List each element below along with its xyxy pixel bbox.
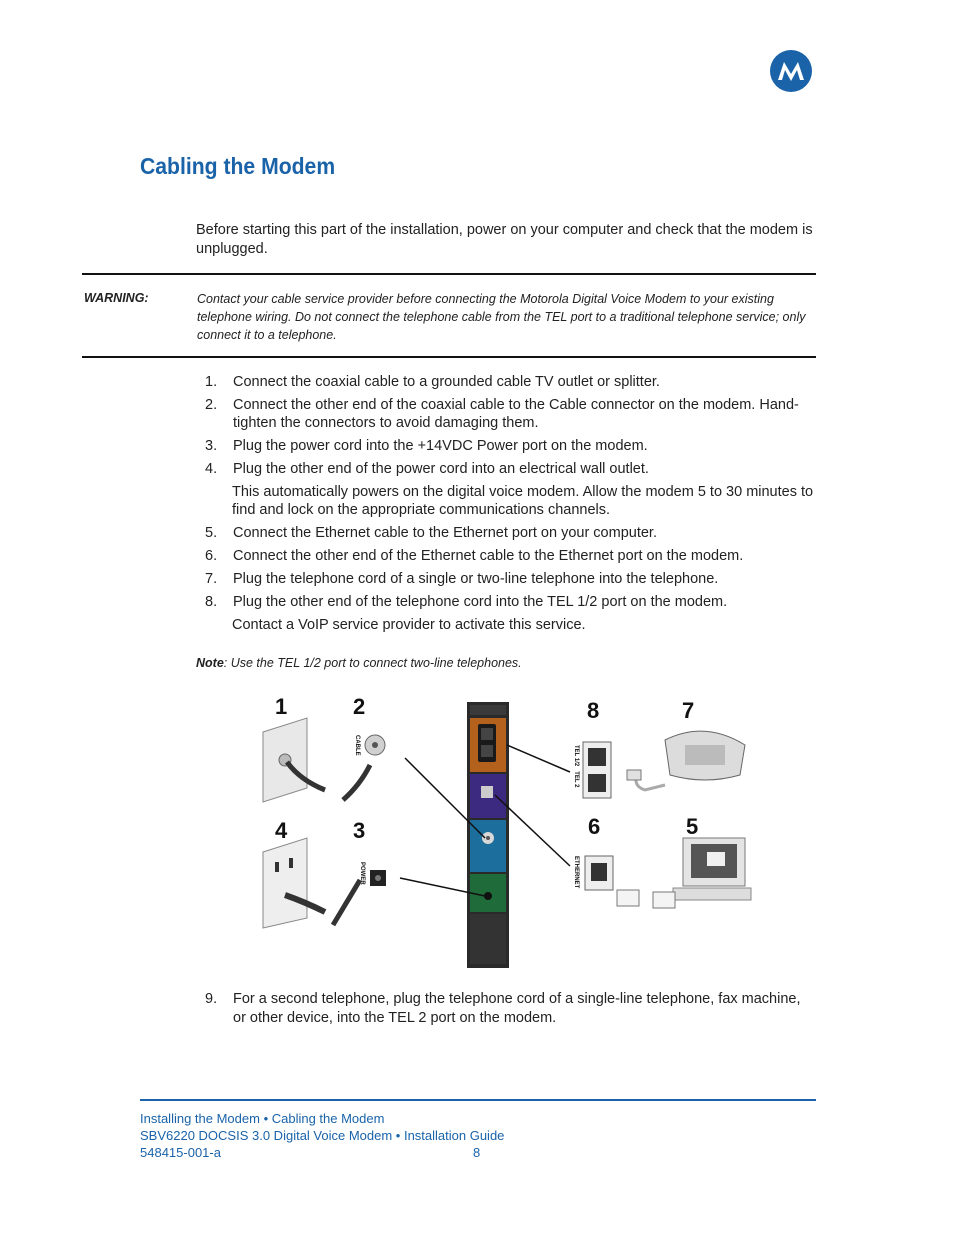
phone-jack-icon: [583, 742, 611, 798]
list-item: 1. Connect the coaxial cable to a grounded cable TV outlet or splitter.: [205, 374, 660, 390]
step-9-list: [196, 990, 816, 1028]
callout-5: 5: [686, 814, 699, 839]
footer-product: SBV6220 DOCSIS 3.0 Digital Voice Modem • Installation Guide: [140, 1128, 505, 1143]
note-label: Note: [196, 656, 224, 670]
computer-icon: [617, 838, 751, 908]
page-title: Cabling the Modem: [140, 153, 336, 179]
motorola-logo-icon: [770, 50, 812, 92]
power-outlet-icon: [263, 838, 325, 928]
list-item: 5. Connect the Ethernet cable to the Ethernet port on your computer.: [205, 525, 657, 541]
callout-3: 3: [353, 818, 366, 843]
warning-text: Contact your cable service provider before connecting the Motorola Digital Voice Modem to your existing telephone wiring. Do not connect the telephone cable from the TEL port to a traditional telephone service; only connect it to a telephone.: [197, 292, 806, 342]
list-item: 8. Plug the other end of the telephone cord into the TEL 1/2 port on the modem.: [205, 594, 728, 610]
power-port-label: POWER: [359, 862, 365, 885]
warning-top-rule: [82, 273, 816, 275]
warning-label: WARNING:: [84, 291, 149, 305]
intro-paragraph: Before starting this part of the installation, power on your computer and check that the modem is unplugged.: [196, 222, 813, 257]
ethernet-port-label: ETHERNET: [573, 856, 579, 889]
footer-part-number: 548415-001-a: [140, 1145, 221, 1160]
list-item: Contact a VoIP service provider to activate this service.: [232, 617, 586, 633]
callout-6: 6: [588, 814, 601, 839]
list-item: 9. For a second telephone, plug the telephone cord of a single-line telephone, fax machine, or other device, into the TEL 2 port on the modem.: [205, 991, 801, 1026]
footer-breadcrumb: Installing the Modem • Cabling the Modem: [140, 1111, 385, 1126]
modem-back-panel: [467, 702, 509, 968]
footer-rule: [140, 1099, 816, 1101]
callout-8: 8: [587, 698, 600, 723]
note: [196, 656, 522, 670]
callout-1: 1: [275, 694, 288, 719]
cable-outlet-icon: [263, 718, 325, 802]
list-item: 3. Plug the power cord into the +14VDC Power port on the modem.: [205, 438, 648, 454]
list-item: 6. Connect the other end of the Ethernet cable to the Ethernet port on the modem.: [205, 548, 744, 564]
cabling-diagram: [245, 690, 765, 970]
list-item: This automatically powers on the digital voice modem. Allow the modem 5 to 30 minutes to find and lock on the appropriate communications channels.: [232, 484, 814, 518]
steps-list: [196, 373, 816, 639]
coax-connector-icon: [343, 735, 385, 800]
telephone-icon: [627, 731, 745, 790]
list-item: 4. Plug the other end of the power cord into an electrical wall outlet.: [205, 461, 649, 477]
list-item: 2. Connect the other end of the coaxial cable to the Cable connector on the modem. Hand-tighten the connectors to avoid damaging them.: [205, 397, 799, 431]
callout-2: 2: [353, 694, 366, 719]
callout-7: 7: [682, 698, 695, 723]
list-item: 7. Plug the telephone cord of a single or two-line telephone into the telephone.: [205, 571, 719, 587]
note-text: : Use the TEL 1/2 port to connect two-line telephones.: [223, 656, 522, 670]
warning-bottom-rule: [82, 356, 816, 358]
cable-port-label: CABLE: [354, 735, 360, 756]
page-number: 8: [473, 1145, 481, 1160]
callout-4: 4: [275, 818, 288, 843]
ethernet-jack-icon: [585, 856, 613, 890]
tel-port-label: TEL 1/2 TEL 2: [573, 745, 579, 788]
